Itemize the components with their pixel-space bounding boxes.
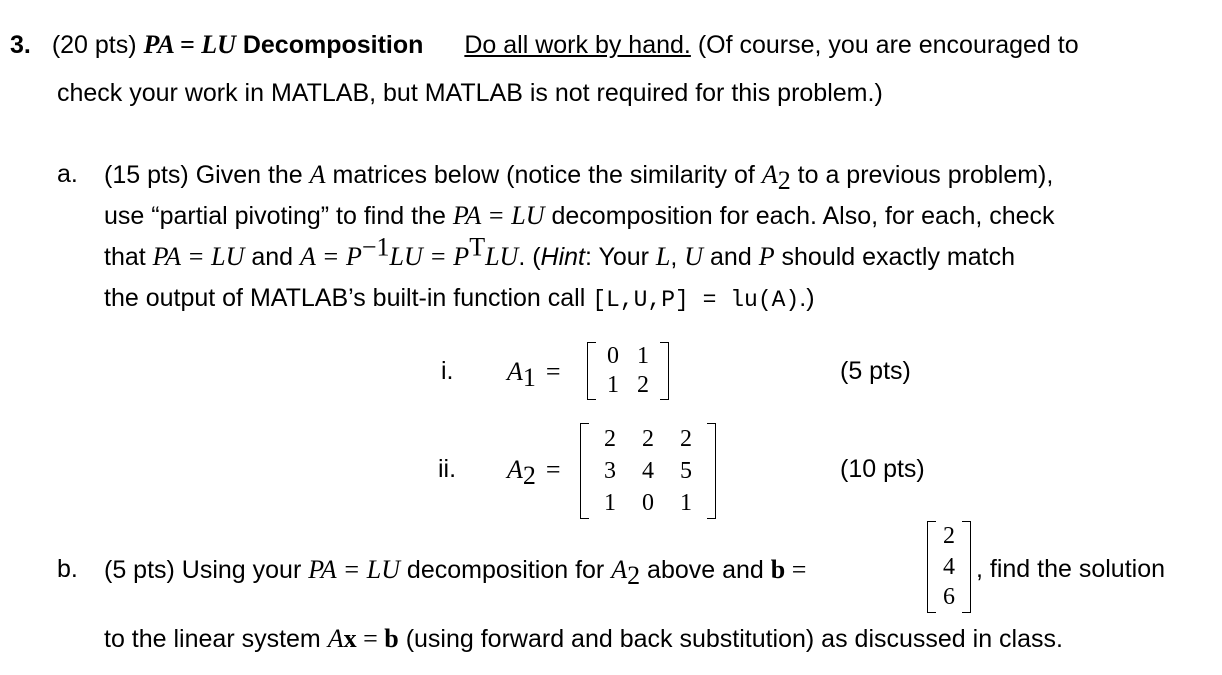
part-b-line1	[104, 555, 807, 590]
part-b-label: b.	[57, 555, 78, 583]
part-a-label: a.	[57, 160, 78, 188]
math: A	[507, 455, 523, 484]
text: to the linear system	[104, 625, 328, 653]
text: and	[244, 243, 300, 271]
text: matrices below (notice the similarity of	[325, 161, 762, 189]
math-sub: 2	[627, 561, 641, 590]
part-b-line1-end: , find the solution	[976, 555, 1166, 583]
matrix-cell: 0	[642, 490, 654, 516]
matrix-cell: 2	[604, 426, 616, 452]
math: PA = LU	[152, 242, 245, 271]
part-b-line2	[104, 624, 1063, 654]
math-A: A	[611, 555, 628, 584]
matrix-cells	[596, 342, 660, 400]
item-i-lhs	[507, 357, 561, 392]
math: P	[758, 242, 775, 271]
text: that	[104, 243, 153, 271]
text: should exactly match	[774, 243, 1015, 271]
equals: =	[785, 555, 807, 584]
matrix-cell: 1	[607, 372, 619, 398]
vector-cell: 2	[943, 523, 955, 549]
math: A	[507, 357, 523, 386]
text: decomposition for	[399, 556, 612, 584]
text: to a previous problem),	[790, 161, 1054, 189]
text: above and	[640, 556, 771, 584]
part-a-line4	[104, 284, 815, 313]
text: decomposition for each. Also, for each, check	[544, 202, 1055, 230]
matrix-cell: 5	[680, 458, 692, 484]
bracket-right	[962, 521, 971, 613]
problem-title-math: PA = LU	[143, 30, 236, 59]
text: use “partial pivoting” to find the	[104, 202, 453, 230]
math-pa-lu: PA = LU	[308, 555, 400, 584]
math: L	[655, 242, 671, 271]
problem-points: (20 pts)	[51, 31, 137, 59]
math: A = P	[300, 242, 362, 271]
text: and	[703, 243, 759, 271]
matrix-cell: 2	[680, 426, 692, 452]
vector-b	[927, 521, 971, 613]
matrix-cell: 1	[604, 490, 616, 516]
math-pa-lu: PA = LU	[452, 201, 545, 230]
math: LU = P	[389, 242, 470, 271]
text: (15 pts) Given the	[104, 161, 310, 189]
item-i-label: i.	[441, 357, 454, 385]
matlab-code: [L,U,P] = lu(A)	[592, 287, 800, 313]
matrix-a1	[587, 342, 669, 400]
bracket-left	[580, 423, 589, 519]
math-sub: 1	[522, 363, 536, 392]
math-x: x	[343, 624, 357, 653]
part-a-line1	[104, 160, 1054, 195]
math-sup: T	[469, 232, 486, 262]
math-A: A	[327, 624, 344, 653]
item-ii-lhs	[507, 455, 561, 490]
hint: Hint	[540, 243, 586, 271]
item-i-points: (5 pts)	[840, 357, 911, 385]
item-ii-label: ii.	[438, 455, 457, 483]
note-line2: check your work in MATLAB, but MATLAB is not required for this problem.)	[57, 79, 883, 107]
math-A2: A	[761, 160, 778, 189]
bracket-left	[927, 521, 936, 613]
math: U	[684, 242, 704, 271]
matrix-cell: 2	[642, 426, 654, 452]
matrix-cell: 1	[680, 490, 692, 516]
problem-header	[10, 30, 1079, 60]
vector-cell: 6	[943, 584, 955, 611]
matrix-cell: 1	[637, 343, 649, 369]
bracket-right	[707, 423, 716, 519]
matrix-cell: 0	[607, 343, 619, 369]
part-a-line2	[104, 201, 1055, 231]
math: LU	[485, 242, 519, 271]
text: the output of MATLAB’s built-in function call	[104, 284, 593, 312]
math-b: b	[770, 555, 786, 584]
problem-title: Decomposition	[242, 31, 424, 59]
matrix-a2	[580, 423, 716, 519]
equals: =	[545, 455, 561, 484]
math-sup: −1	[361, 232, 390, 262]
text: .)	[799, 284, 815, 312]
text: . (	[518, 243, 541, 271]
equals: =	[356, 624, 385, 653]
math-b: b	[384, 624, 399, 653]
bracket-left	[587, 342, 596, 400]
note-line1: (Of course, you are encouraged to	[697, 31, 1079, 59]
vector-cells	[936, 521, 962, 613]
bracket-right	[660, 342, 669, 400]
text: : Your	[585, 243, 656, 271]
matrix-cell: 4	[642, 458, 654, 484]
part-a-line3	[104, 232, 1015, 272]
math-A: A	[309, 160, 326, 189]
text: (5 pts) Using your	[104, 556, 309, 584]
matrix-cell: 2	[637, 372, 649, 398]
equals: =	[545, 357, 561, 386]
text: (using forward and back substitution) as discussed in class.	[398, 625, 1063, 653]
instruction: Do all work by hand.	[464, 31, 691, 59]
text: ,	[670, 243, 685, 271]
item-ii-points: (10 pts)	[840, 455, 925, 483]
vector-cell: 4	[943, 553, 955, 580]
math-sub: 2	[777, 166, 791, 195]
problem-number: 3.	[10, 31, 31, 59]
matrix-cells	[589, 423, 707, 519]
math-sub: 2	[522, 461, 536, 490]
matrix-cell: 3	[604, 458, 616, 484]
